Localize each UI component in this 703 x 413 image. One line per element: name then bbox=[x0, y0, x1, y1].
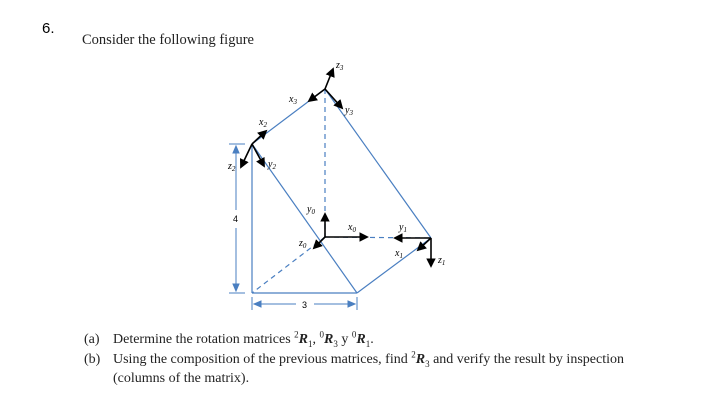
edge-top-right bbox=[325, 89, 431, 238]
y0-label: $y_0$ bbox=[307, 204, 315, 216]
x0-label: $x_0$ bbox=[348, 222, 356, 234]
z0-label: $z_0$ bbox=[299, 238, 307, 250]
y3-label: $y_3$ bbox=[345, 105, 353, 117]
matrix-0R3: $^0R_3$ bbox=[319, 329, 338, 349]
z2-label: $z_2$ bbox=[228, 161, 236, 173]
matrix-0R1: $^0R_1$ bbox=[351, 329, 371, 349]
x2-label: $x_2$ bbox=[259, 117, 267, 129]
dimension-width-label: 3 bbox=[302, 300, 308, 310]
z3-label: $z_3$ bbox=[336, 60, 344, 72]
matrix-2R3: $^2R_3$ bbox=[411, 349, 430, 369]
item-b bbox=[84, 350, 644, 388]
question-items bbox=[84, 330, 644, 389]
edge-bottom-right bbox=[357, 238, 431, 293]
x3-label: $x_3$ bbox=[289, 94, 297, 106]
solid-edges bbox=[252, 89, 431, 293]
dimension-height-label: 4 bbox=[233, 214, 239, 224]
edge-hidden-bottom bbox=[252, 237, 325, 293]
conjunction: y bbox=[341, 332, 349, 347]
item-b-text-after: and verify the result by inspection (columns of the matrix). bbox=[113, 352, 624, 386]
item-b-text-before: Using the composition of the previous matrices, find bbox=[113, 352, 408, 367]
question-intro: Consider the following figure bbox=[82, 32, 254, 48]
x1-label: $x_1$ bbox=[395, 248, 403, 260]
question-number: 6. bbox=[42, 20, 55, 37]
y1-label: $y_1$ bbox=[399, 222, 407, 234]
item-a-tag: (a) bbox=[84, 332, 100, 347]
matrix-2R1: $^2R_1$ bbox=[294, 329, 313, 349]
y2-label: $y_2$ bbox=[268, 159, 276, 171]
item-b-tag: (b) bbox=[84, 352, 101, 367]
item-a-text: Determine the rotation matrices bbox=[113, 332, 291, 347]
item-a: (a) Determine the rotation matrices $^2R_1$, $^0R_3$ y $^0R_1$. bbox=[84, 329, 374, 349]
z1-label: $z_1$ bbox=[438, 255, 446, 267]
